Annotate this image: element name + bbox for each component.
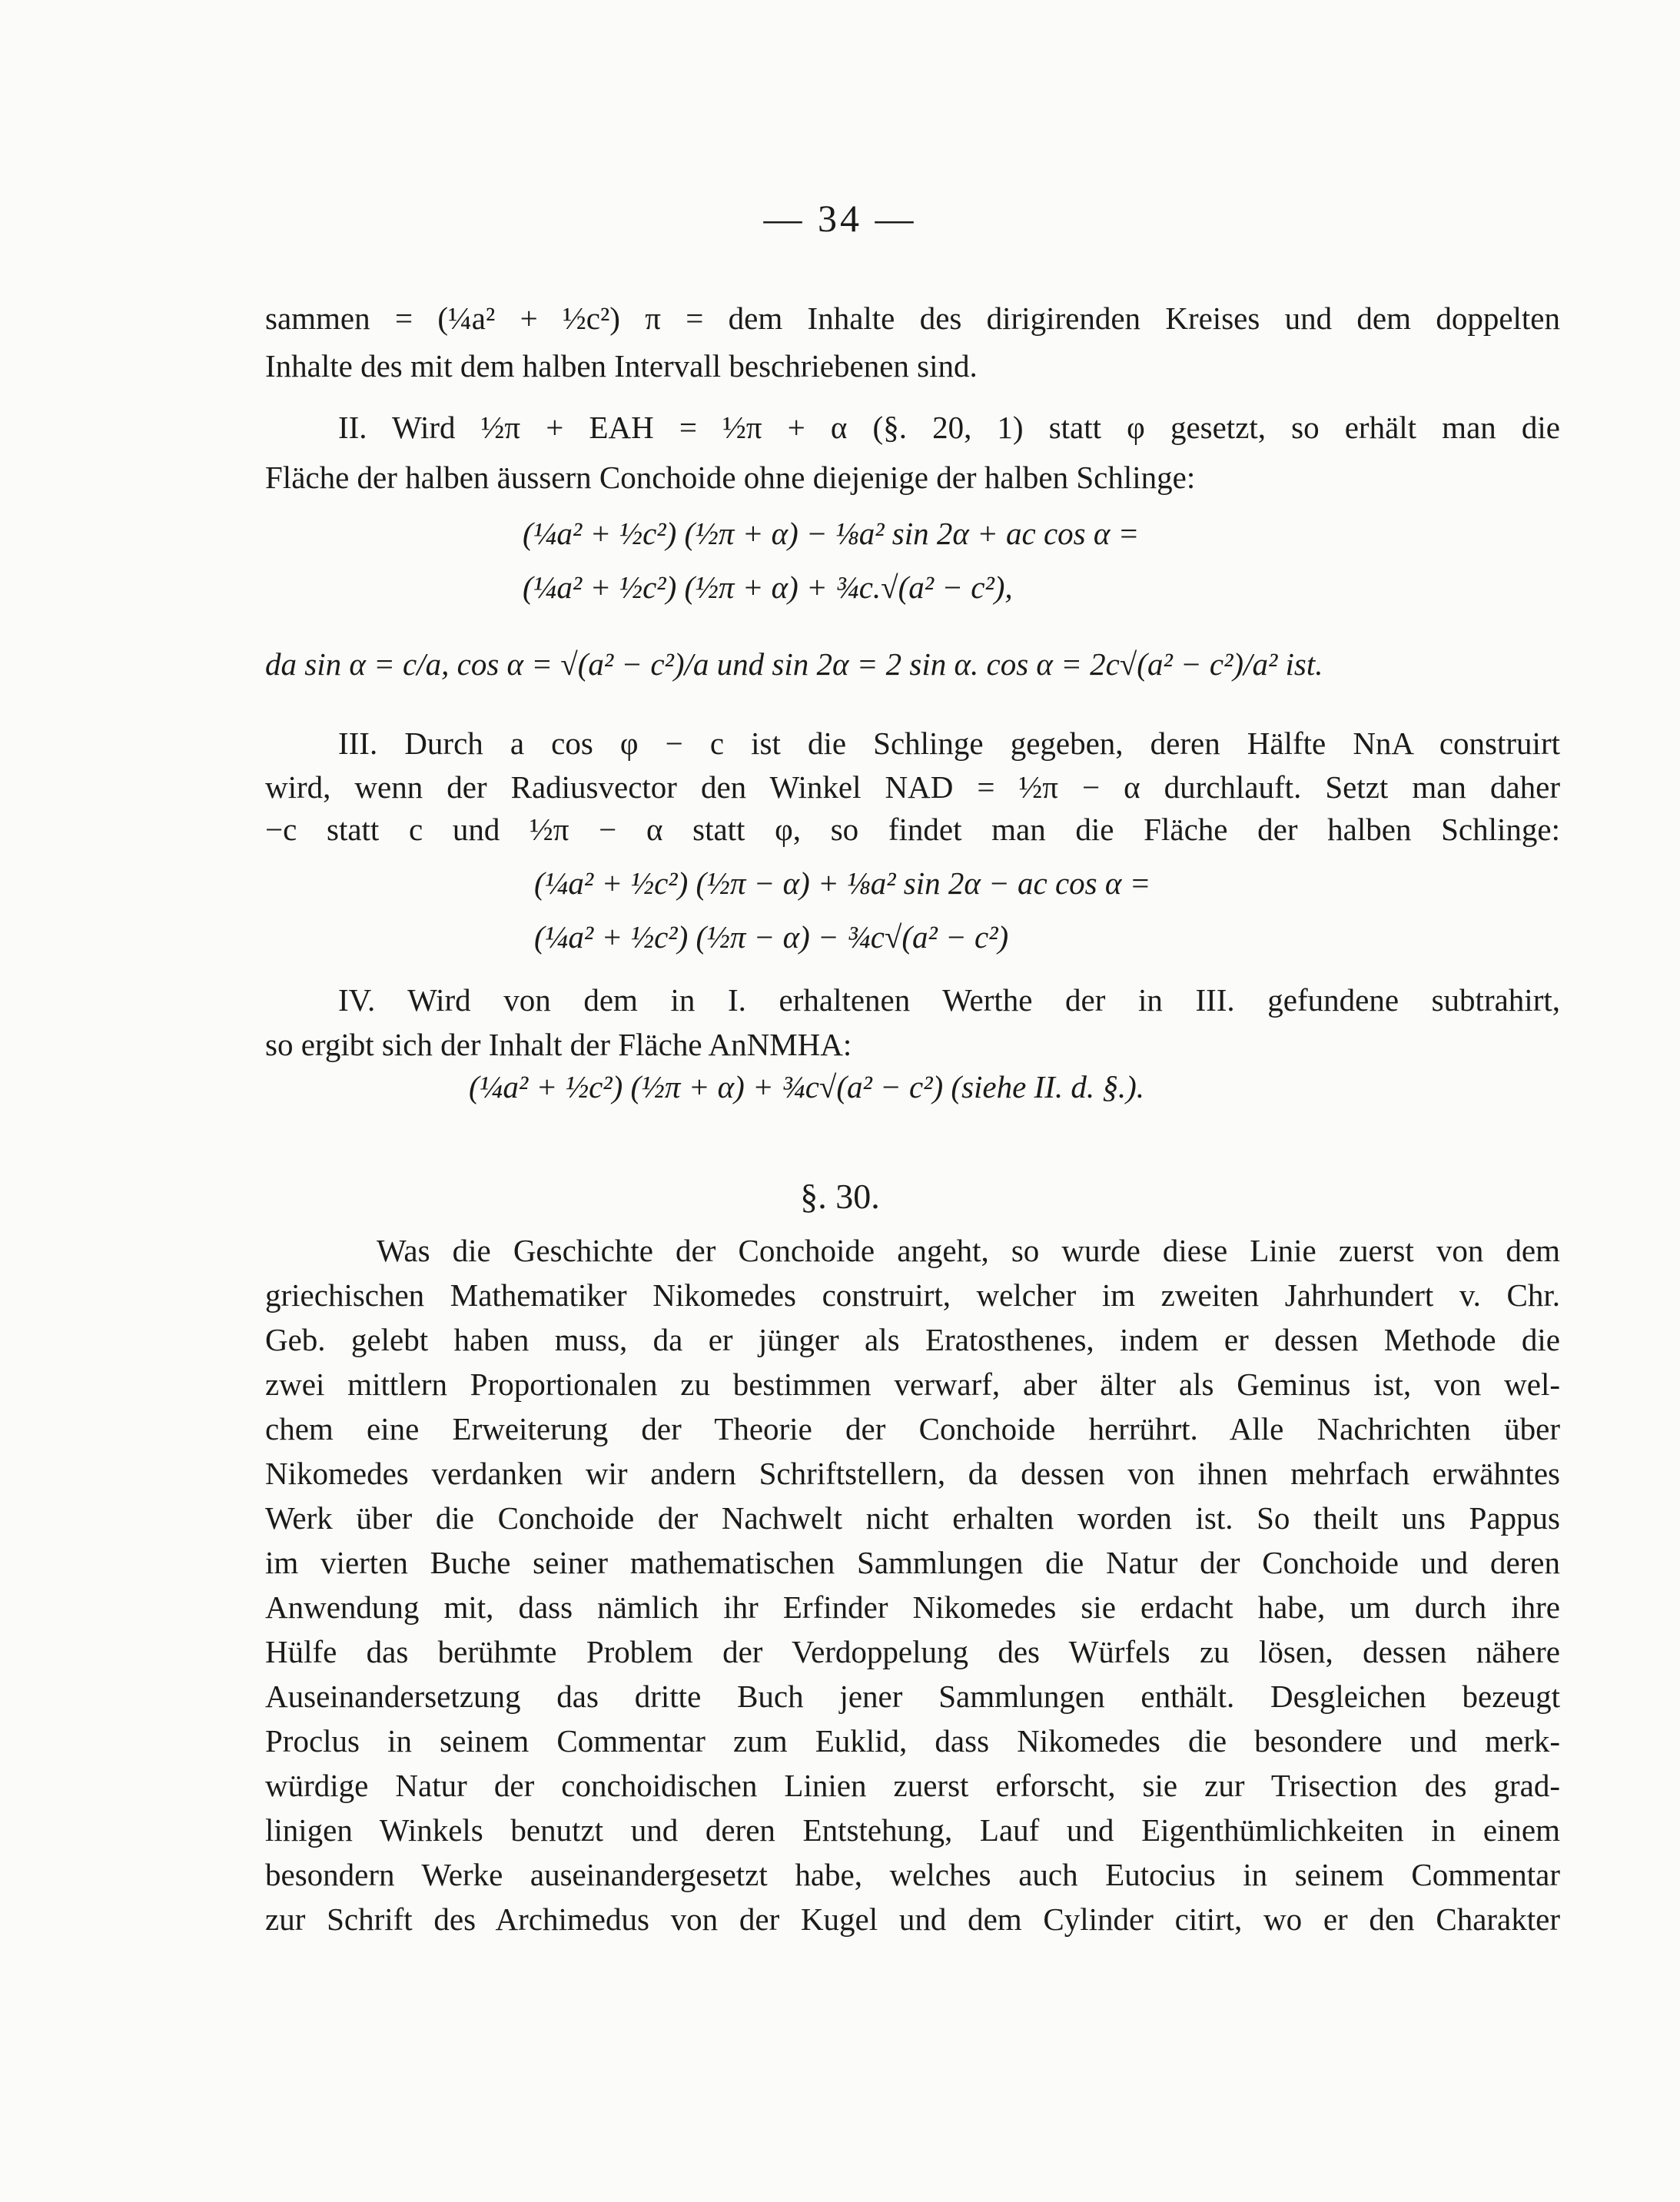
text-line: Inhalte des mit dem halben Intervall beschriebenen sind.	[265, 348, 978, 384]
paragraph-line: Auseinandersetzung das dritte Buch jener Sammlungen enthält. Desgleichen bezeugt	[265, 1679, 1560, 1714]
formula-line: (¼a² + ½c²) (½π − α) − ¾c√(a² − c²)	[534, 919, 1009, 955]
paragraph-line: zur Schrift des Archimedus von der Kugel und dem Cylinder citirt, wo er den Charakter	[265, 1901, 1560, 1937]
formula-line: (¼a² + ½c²) (½π + α) − ⅛a² sin 2α + ac cos α =	[523, 516, 1140, 551]
formula-line: da sin α = c/a, cos α = √(a² − c²)/a und sin 2α = 2 sin α. cos α = 2c√(a² − c²)/a² ist.	[265, 646, 1323, 682]
paragraph-line: würdige Natur der conchoidischen Linien zuerst erforscht, sie zur Trisection des grad-	[265, 1768, 1560, 1803]
formula-line: (¼a² + ½c²) (½π − α) + ⅛a² sin 2α − ac cos α =	[534, 865, 1151, 901]
paragraph-line: Nikomedes verdanken wir andern Schriftstellern, da dessen von ihnen mehrfach erwähntes	[265, 1456, 1560, 1491]
paragraph-line: zwei mittlern Proportionalen zu bestimmen verwarf, aber älter als Geminus ist, von wel-	[265, 1367, 1560, 1402]
paragraph-line: Werk über die Conchoide der Nachwelt nicht erhalten worden ist. So theilt uns Pappus	[265, 1500, 1560, 1536]
paragraph-line: griechischen Mathematiker Nikomedes construirt, welcher im zweiten Jahrhundert v. Chr.	[265, 1277, 1560, 1313]
paragraph-line: Geb. gelebt haben muss, da er jünger als Eratosthenes, indem er dessen Methode die	[265, 1322, 1560, 1357]
text-line: wird, wenn der Radiusvector den Winkel NAD = ½π − α durchlauft. Setzt man daher	[265, 769, 1560, 805]
text-line-indented: III. Durch a cos φ − c ist die Schlinge gegeben, deren Hälfte NnA construirt	[338, 726, 1560, 761]
paragraph-line: im vierten Buche seiner mathematischen Sammlungen die Natur der Conchoide und deren	[265, 1545, 1560, 1580]
paragraph-line: Anwendung mit, dass nämlich ihr Erfinder Nikomedes sie erdacht habe, um durch ihre	[265, 1589, 1560, 1625]
paragraph-line: besondern Werke auseinandergesetzt habe, welches auch Eutocius in seinem Commentar	[265, 1857, 1560, 1892]
section-heading: §. 30.	[800, 1177, 880, 1216]
paragraph-line: chem eine Erweiterung der Theorie der Conchoide herrührt. Alle Nachrichten über	[265, 1411, 1560, 1446]
formula-line: (¼a² + ½c²) (½π + α) + ¾c.√(a² − c²),	[523, 570, 1013, 605]
paragraph-line: Hülfe das berühmte Problem der Verdoppelung des Würfels zu lösen, dessen nähere	[265, 1634, 1560, 1669]
text-line: −c statt c und ½π − α statt φ, so findet man die Fläche der halben Schlinge:	[265, 812, 1560, 847]
text-line-indented: II. Wird ½π + EAH = ½π + α (§. 20, 1) statt φ gesetzt, so erhält man die	[338, 410, 1560, 445]
page-number: — 34 —	[763, 197, 917, 240]
formula-line: (¼a² + ½c²) (½π + α) + ¾c√(a² − c²) (siehe II. d. §.).	[469, 1069, 1145, 1104]
paragraph-line: Proclus in seinem Commentar zum Euklid, dass Nikomedes die besondere und merk-	[265, 1723, 1560, 1759]
text-line: Fläche der halben äussern Conchoide ohne diejenige der halben Schlinge:	[265, 460, 1196, 495]
paragraph-line: Was die Geschichte der Conchoide angeht, so wurde diese Linie zuerst von dem	[377, 1233, 1560, 1268]
text-line: so ergibt sich der Inhalt der Fläche AnNMHA:	[265, 1027, 852, 1062]
paragraph-line: linigen Winkels benutzt und deren Entstehung, Lauf und Eigenthümlichkeiten in einem	[265, 1812, 1560, 1848]
text-line: sammen = (¼a² + ½c²) π = dem Inhalte des dirigirenden Kreises und dem doppelten	[265, 301, 1560, 336]
text-line-indented: IV. Wird von dem in I. erhaltenen Werthe der in III. gefundene subtrahirt,	[338, 982, 1560, 1018]
